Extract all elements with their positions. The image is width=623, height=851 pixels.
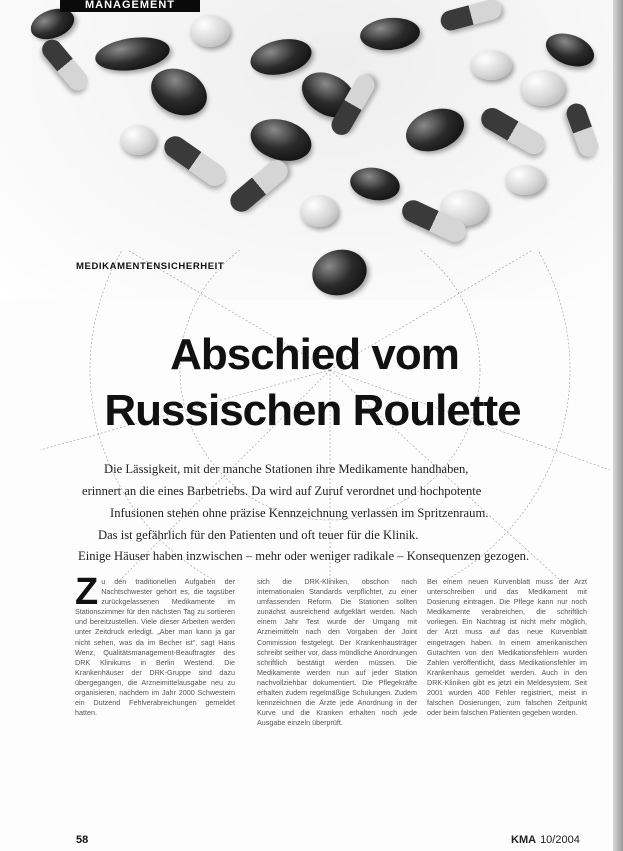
drop-cap: Z	[75, 577, 99, 613]
lede-line: erinnert an die eines Barbetriebs. Da wird auf Zuruf verordnet und hochpotente	[82, 484, 482, 498]
pill-image	[400, 101, 470, 159]
lede-line: Infusionen stehen ohne präzise Kennzeichnung verlassen im Spritzenraum.	[110, 506, 489, 520]
scan-edge	[613, 0, 623, 851]
pill-image	[348, 164, 403, 204]
article-column-1	[75, 577, 235, 827]
headline-line2: Russischen Roulette	[104, 386, 521, 435]
column-text: u den traditionellen Aufgaben der Nachtschwester gehört es, die tagsüber zurückgelassenen Medikamente im Stationszimmer für den nächsten Tag zu sortieren und bereitzustellen. Viele dieser Arbeiten werden unter Zeitdruck erledigt. „Aber man kann ja gar nicht sehen, was da im Becher ist“, sagt Hans Wenz, Qualitätsmanagement-Beauftragter des DRK Klinikums in Berlin Westend. Die Krankenhäuser der DRK-Gruppe sind dazu übergegangen, die Arzneimittelausgabe neu zu organisieren, nachdem im Jahr 2000 Schwestern ein Dutzend Fehlverabreichungen gemeldet hatten.	[75, 577, 235, 718]
page-number: 58	[76, 834, 89, 846]
lede-line: Die Lässigkeit, mit der manche Stationen ihre Medikamente handhaben,	[104, 462, 469, 476]
pill-image	[300, 195, 338, 227]
pill-image	[505, 165, 545, 195]
capsule-image	[564, 101, 602, 160]
pill-image	[247, 34, 315, 80]
lede-line: Einige Häuser haben inzwischen – mehr oder weniger radikale – Konsequenzen gezogen.	[78, 549, 530, 563]
pill-image	[520, 70, 565, 106]
lede-line: Das ist gefährlich für den Patienten und oft teuer für die Klinik.	[98, 528, 419, 542]
capsule-image	[477, 104, 549, 158]
column-text: sich die DRK-Kliniken, obschon nach internationalen Standards verpflichtet, zu einer umfassenden Reform. Die Stationen sollten zunächst ausreichend aufgeklärt werden. Nach einem Jahr Test wurde der Umgang mit Arzneimitteln nach den Vorgaben der Joint Commission festgelegt. Der Krankenhausträger schreibt seither vor, dass mündliche Anordnungen schriftlich bestätigt werden müssen. Die Medikamente werden nun auf jeder Station nachvollziehbar dokumentiert. Die Pflegekräfte erhalten zudem regelmäßige Schulungen. Zudem kennzeichnen die Ärzte jede Anordnung in der Kurve und die Kranken erhalten noch jede Ausgabe einzeln überprüft.	[257, 577, 417, 728]
capsule-image	[226, 156, 292, 217]
pill-image	[143, 60, 214, 124]
section-label: MEDIKAMENTENSICHERHEIT	[76, 261, 225, 272]
issue-number: 10/2004	[540, 834, 580, 846]
capsule-image	[438, 0, 503, 33]
capsule-image	[160, 132, 230, 190]
article-column-3	[427, 577, 587, 827]
pill-image	[359, 15, 422, 52]
pill-image	[120, 125, 156, 155]
article-body	[75, 577, 597, 832]
headline-line1: Abschied vom	[170, 330, 459, 379]
footer-issue	[511, 834, 580, 846]
pill-image	[190, 15, 230, 47]
magazine-name: KMA	[511, 834, 537, 846]
pill-image	[246, 113, 316, 168]
capsule-image	[38, 36, 92, 95]
column-text: Bei einem neuen Kurvenblatt muss der Arzt unterschreiben und das Medikament mit Dosierung eintragen. Die Pflege kann nur noch Medikamente verabreichen, die schriftlich vorliegen. Ein Nachtrag ist nicht mehr möglich, der Arzt muss auf das neue Kurvenblatt eingetragen haben. In einem amerikanischen Gutachten von den Medikationsfehlern wurden Zahlen veröffentlicht, dass Medikationsfehler im Krankenhaus gemeldet werden. Auch in den DRK-Kliniken gibt es jetzt ein Meldesystem. Seit 2001 wurden 400 Fehler registriert, meist in falschen Dosierungen, zum falschen Zeitpunkt oder beim falschen Patienten gegeben worden.	[427, 577, 587, 718]
pill-image	[93, 33, 172, 75]
pill-image	[541, 27, 598, 72]
section-tab: MANAGEMENT	[60, 0, 200, 12]
pill-image	[470, 50, 512, 80]
article-column-2	[257, 577, 417, 827]
